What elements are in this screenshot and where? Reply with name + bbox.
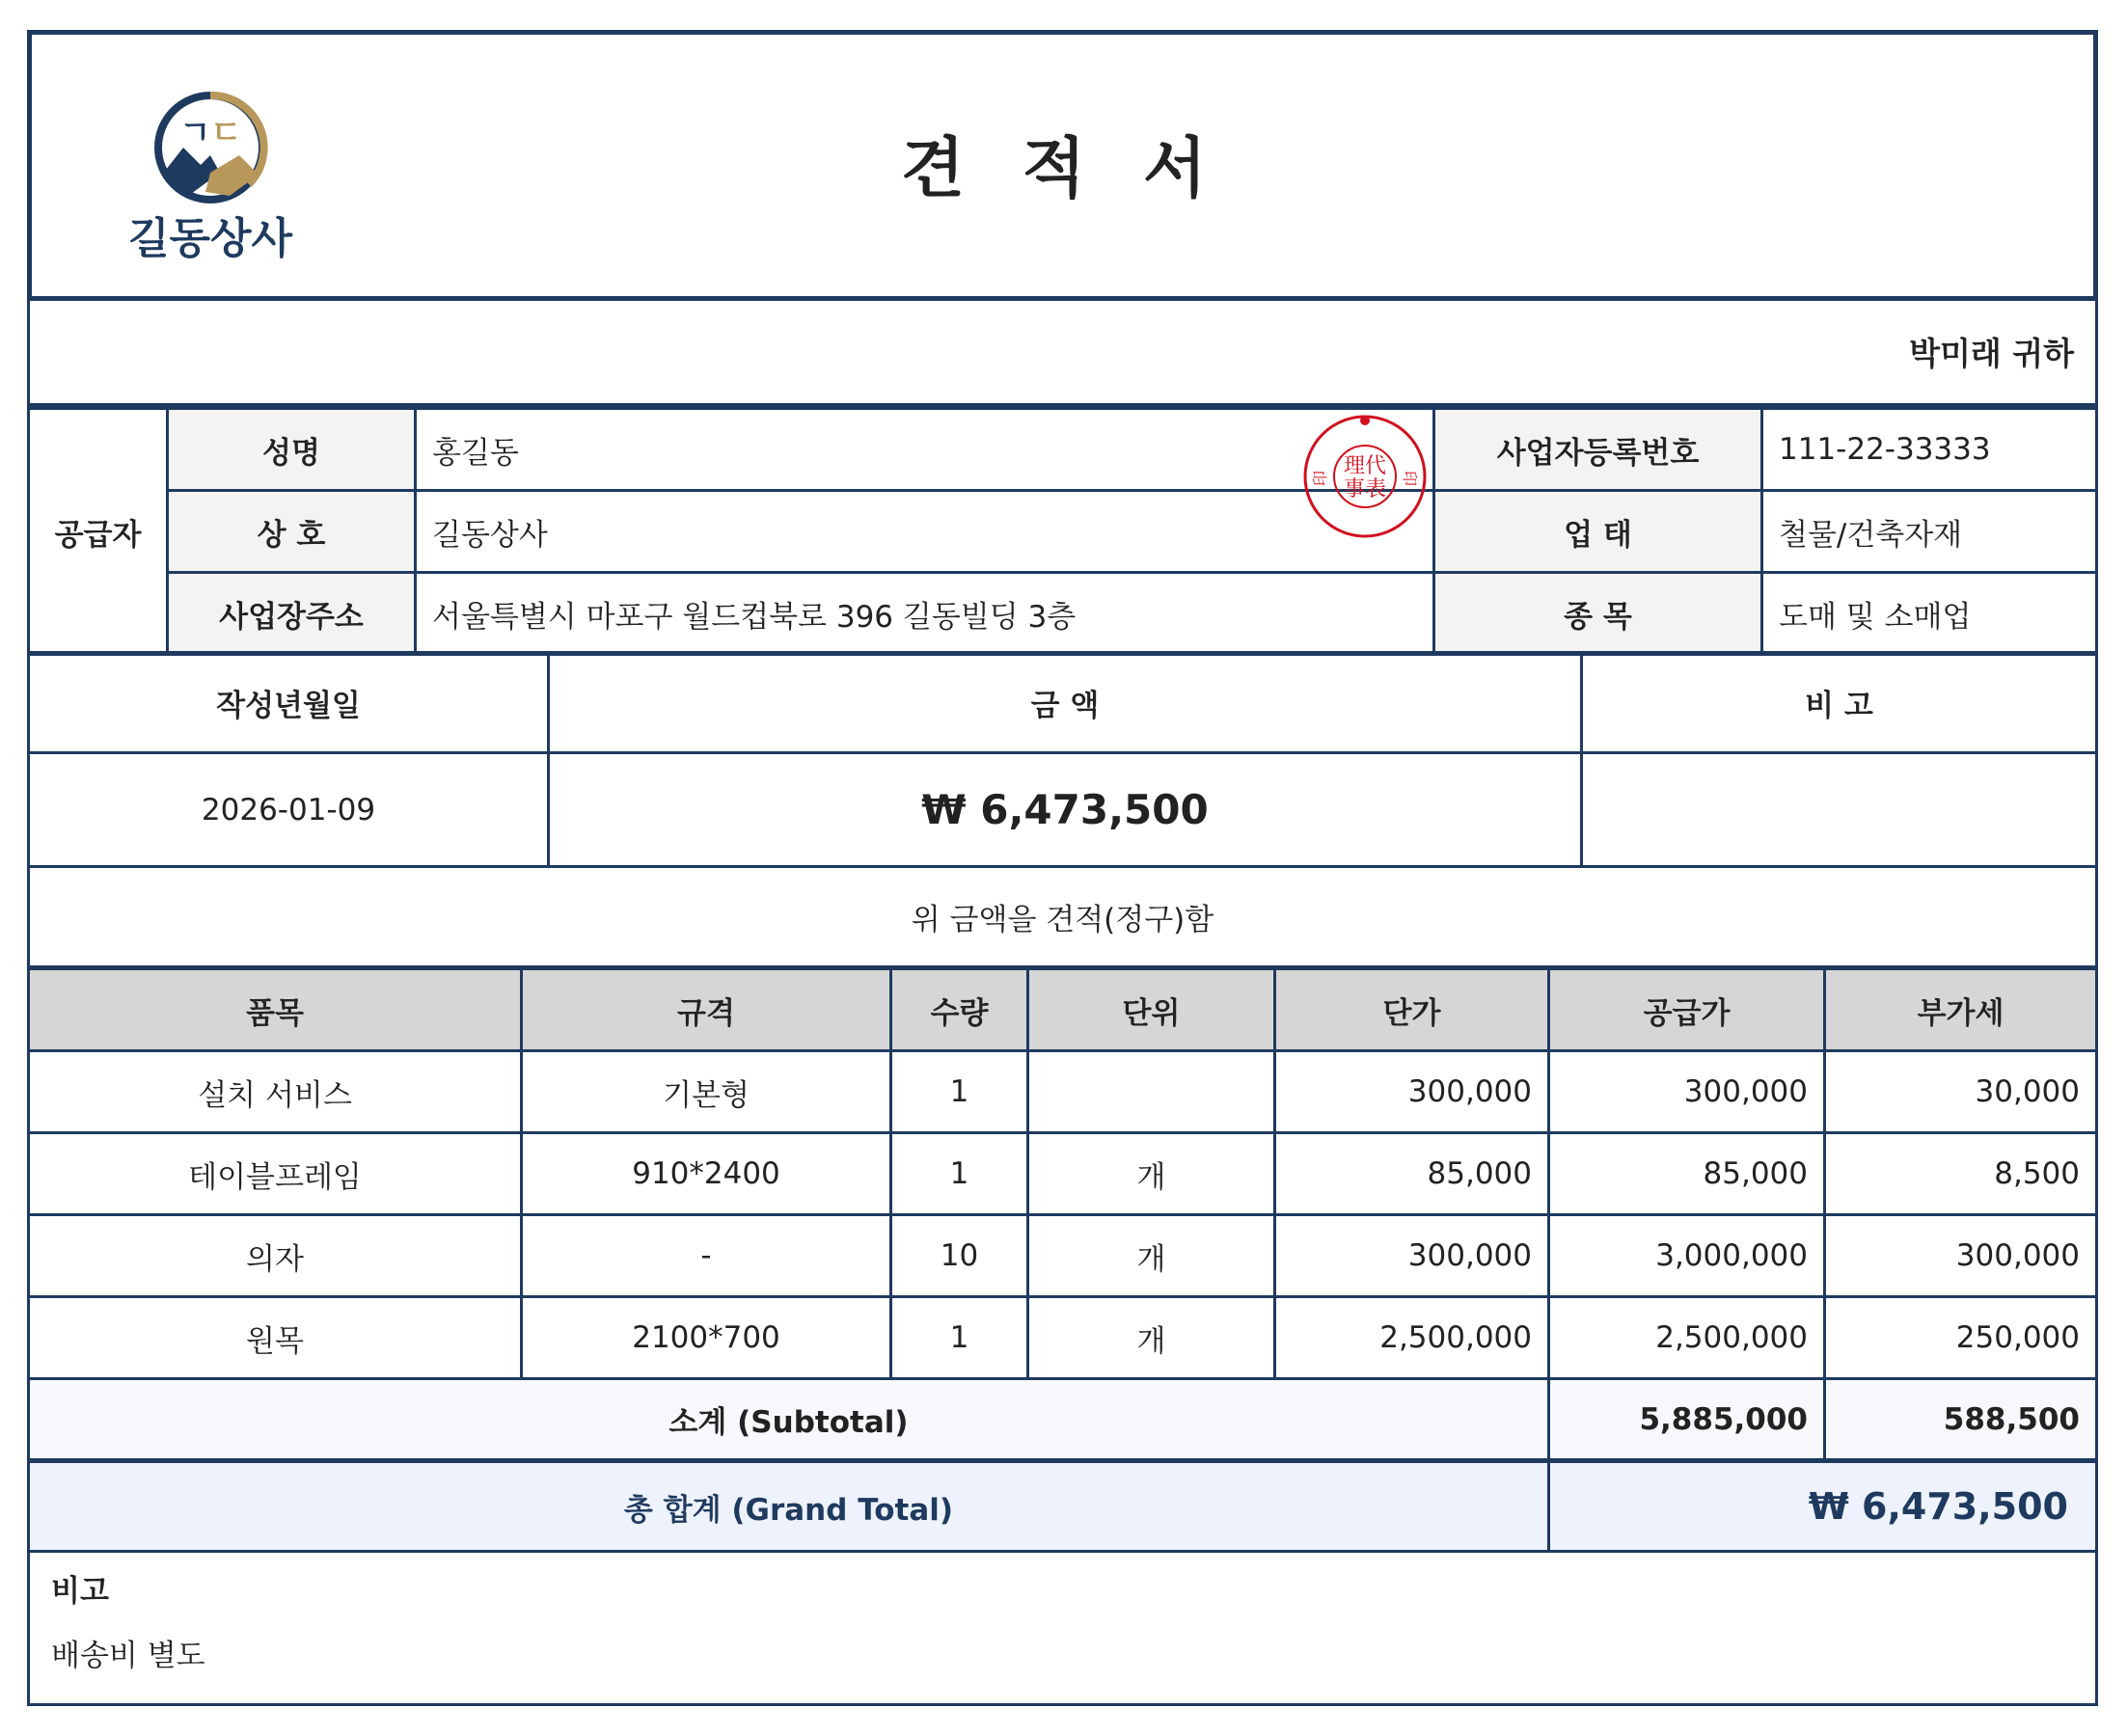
item-unit-price: 2,500,000: [1275, 1297, 1549, 1379]
item-unit: 개: [1028, 1297, 1275, 1379]
company-value: 길동상사: [416, 491, 1434, 573]
notes-section: [51, 1566, 205, 1674]
supplier-table: [27, 407, 2098, 656]
col-vat: 부가세: [1825, 968, 2097, 1051]
item-qty: 1: [891, 1051, 1028, 1133]
amount-value: ₩ 6,473,500: [549, 753, 1582, 867]
company-label: 상 호: [168, 491, 416, 573]
name-value: 홍길동: [416, 409, 1434, 491]
grand-total-row: [29, 1461, 2097, 1552]
item-unit: [1028, 1051, 1275, 1133]
item-name: 설치 서비스: [29, 1051, 522, 1133]
item-unit-price: 300,000: [1275, 1215, 1549, 1297]
svg-text:印: 印: [1311, 470, 1329, 487]
svg-text:ㄷ: ㄷ: [210, 114, 242, 152]
col-unit-price: 단가: [1275, 968, 1549, 1051]
item-unit-price: 300,000: [1275, 1051, 1549, 1133]
item-unit: 개: [1028, 1133, 1275, 1215]
table-row: [29, 1215, 2097, 1297]
notes-label: 비고: [51, 1574, 109, 1609]
item-supply: 300,000: [1549, 1051, 1825, 1133]
recipient: 박미래 귀하: [30, 301, 2095, 407]
subtotal-row: [29, 1379, 2097, 1461]
col-spec: 규격: [522, 968, 891, 1051]
logo-text: 길동상사: [127, 214, 292, 263]
company-seal-stamp: [1298, 407, 1432, 540]
date-value: 2026-01-09: [29, 753, 549, 867]
address-value: 서울특별시 마포구 월드컵북로 396 길동빌딩 3층: [416, 573, 1434, 655]
address-label: 사업장주소: [168, 573, 416, 655]
col-item: 품목: [29, 968, 522, 1051]
item-qty: 1: [891, 1297, 1028, 1379]
grand-total-label: 총 합계 (Grand Total): [29, 1461, 1549, 1552]
supplier-group-label: 공급자: [29, 409, 168, 655]
name-label: 성명: [168, 409, 416, 491]
svg-text:ㄱ: ㄱ: [179, 114, 211, 152]
svg-text:理代: 理代: [1343, 454, 1387, 478]
item-spec: 2100*700: [522, 1297, 891, 1379]
summary-table: [27, 651, 2098, 968]
subtotal-label: 소계 (Subtotal): [29, 1379, 1549, 1461]
item-supply: 85,000: [1549, 1133, 1825, 1215]
item-supply: 3,000,000: [1549, 1215, 1825, 1297]
subtotal-supply: 5,885,000: [1549, 1379, 1825, 1461]
item-qty: 10: [891, 1215, 1028, 1297]
document-header: [27, 30, 2098, 301]
item-unit: 개: [1028, 1215, 1275, 1297]
item-spec: 기본형: [522, 1051, 891, 1133]
col-qty: 수량: [891, 968, 1028, 1051]
item-vat: 300,000: [1825, 1215, 2097, 1297]
regno-value: 111-22-33333: [1762, 409, 2097, 491]
quotation-document: [27, 30, 2098, 1706]
table-row: [29, 1133, 2097, 1215]
svg-text:印: 印: [1401, 470, 1419, 487]
items-table: [27, 965, 2098, 1553]
item-value: 도매 및 소매업: [1762, 573, 2097, 655]
document-title: 견 적 서: [901, 131, 1224, 207]
item-vat: 30,000: [1825, 1051, 2097, 1133]
notes-text: 배송비 별도: [51, 1639, 205, 1673]
item-supply: 2,500,000: [1549, 1297, 1825, 1379]
table-row: [29, 1051, 2097, 1133]
grand-total-value: ₩ 6,473,500: [1549, 1461, 2097, 1552]
regno-label: 사업자등록번호: [1434, 409, 1762, 491]
item-name: 테이블프레임: [29, 1133, 522, 1215]
note-value: [1582, 753, 2097, 867]
col-supply: 공급가: [1549, 968, 1825, 1051]
amount-label: 금 액: [549, 653, 1582, 753]
subtotal-vat: 588,500: [1825, 1379, 2097, 1461]
quote-statement: 위 금액을 견적(정구)함: [29, 867, 2097, 967]
item-vat: 250,000: [1825, 1297, 2097, 1379]
item-spec: -: [522, 1215, 891, 1297]
biztype-value: 철물/건축자재: [1762, 491, 2097, 573]
biztype-label: 업 태: [1434, 491, 1762, 573]
item-qty: 1: [891, 1133, 1028, 1215]
note-label: 비 고: [1582, 653, 2097, 753]
item-label: 종 목: [1434, 573, 1762, 655]
svg-text:事表: 事表: [1343, 477, 1387, 502]
col-unit: 단위: [1028, 968, 1275, 1051]
date-label: 작성년월일: [29, 653, 549, 753]
item-spec: 910*2400: [522, 1133, 891, 1215]
table-row: [29, 1297, 2097, 1379]
item-vat: 8,500: [1825, 1133, 2097, 1215]
item-name: 의자: [29, 1215, 522, 1297]
item-unit-price: 85,000: [1275, 1133, 1549, 1215]
item-name: 원목: [29, 1297, 522, 1379]
